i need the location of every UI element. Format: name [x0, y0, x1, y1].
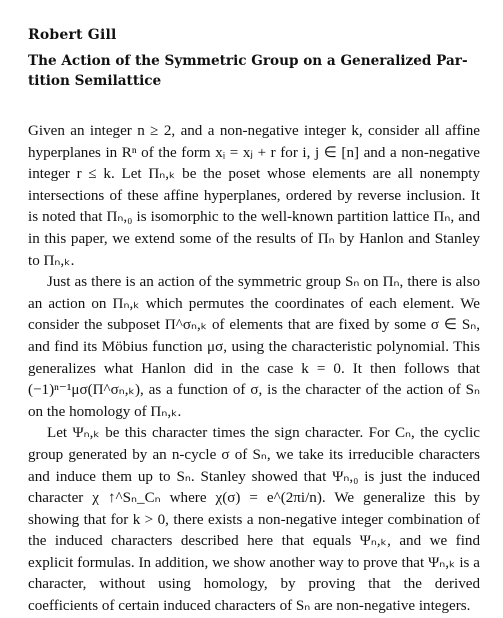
- paper-title-line-1: The Action of the Symmetric Group on a Generalized Par-: [28, 53, 468, 69]
- document-page: [28, 27, 480, 618]
- abstract-paragraph-1: Given an integer n ≥ 2, and a non-negative integer k, consider all affine hyperplanes in Rⁿ of the form xᵢ = xⱼ + r for i, j ∈ [n] and a non-negative integer r ≤ k. Let Πₙ,ₖ be the poset whose elements are all nonempty intersections of these affine hyperplanes, ordered by reverse inclusion. It is noted that Πₙ,₀ is isomorphic to the well-known partition lattice Πₙ, and in this paper, we extend some of the results of Πₙ by Hanlon and Stanley to Πₙ,ₖ.: [28, 123, 480, 269]
- paper-title-line-2: tition Semilattice: [28, 73, 162, 89]
- paper-title: [28, 51, 480, 91]
- abstract: [28, 121, 480, 618]
- abstract-paragraph-2: Just as there is an action of the symmetric group Sₙ on Πₙ, there is also an action on Πₙ,ₖ which permutes the coordinates of each element. We consider the subposet Π^σₙ,ₖ of elements that are fixed by some σ ∈ Sₙ, and find its Möbius function μσ, using the characteristic polynomial. This generalizes what Hanlon did in the case k = 0. It then follows that (−1)ⁿ⁻¹μσ(Π^σₙ,ₖ), as a function of σ, is the character of the action of Sₙ on the homology of Πₙ,ₖ.: [28, 274, 480, 420]
- abstract-paragraph-3: Let Ψₙ,ₖ be this character times the sign character. For Cₙ, the cyclic group generated by an n-cycle σ of Sₙ, we take its irreducible characters and induce them up to Sₙ. Stanley showed that Ψₙ,₀ is just the induced character χ ↑^Sₙ_Cₙ where χ(σ) = e^(2πi/n). We generalize this by showing that for k > 0, there exists a non-negative integer combination of the induced characters described here that equals Ψₙ,ₖ, and we find explicit formulas. In addition, we show another way to prove that Ψₙ,ₖ is a character, without using homology, by proving that the derived coefficients of certain induced characters of Sₙ are non-negative integers.: [28, 425, 480, 615]
- author-name: Robert Gill: [28, 27, 117, 43]
